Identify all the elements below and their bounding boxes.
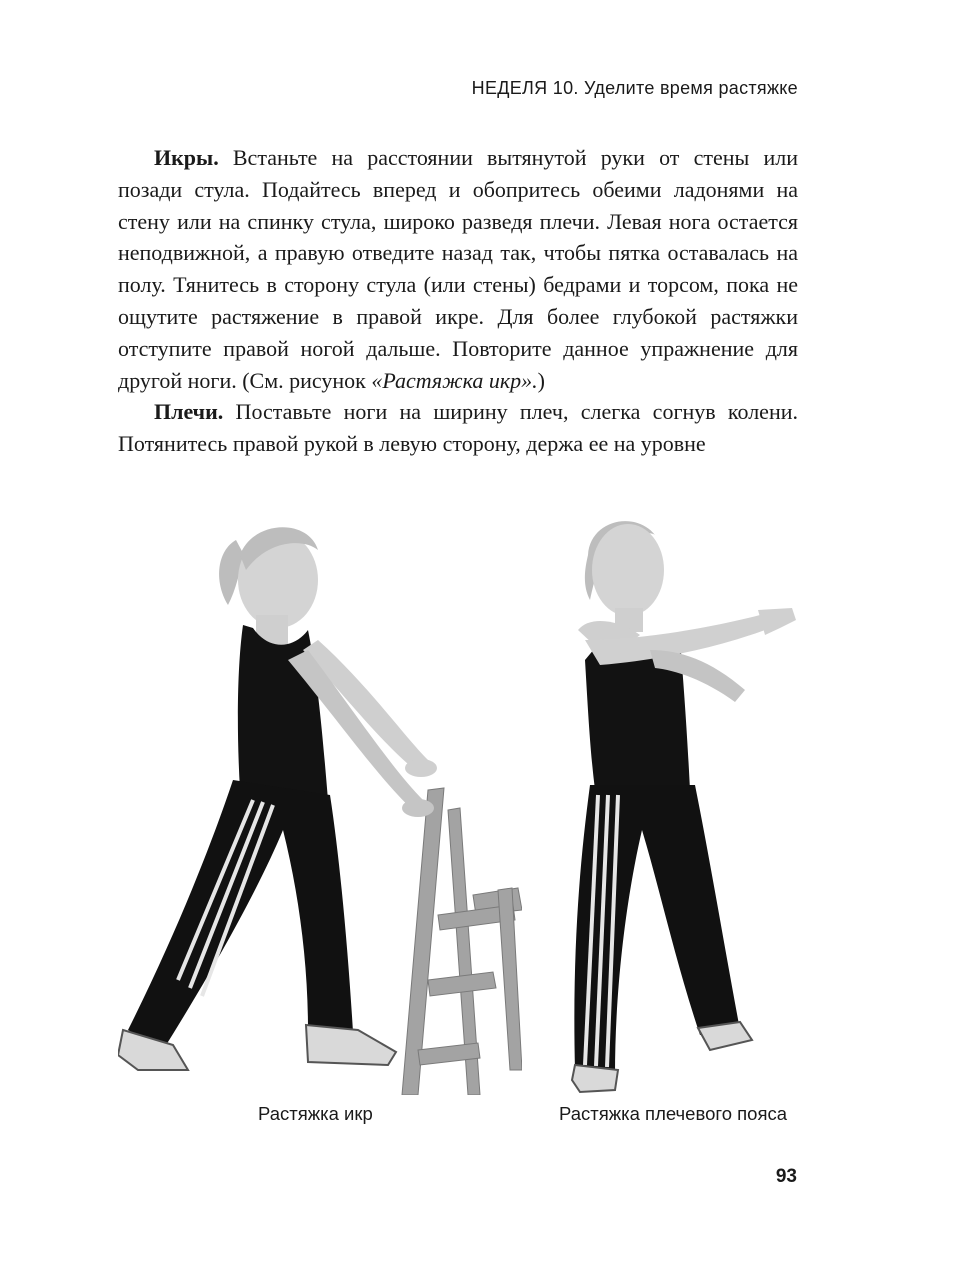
paragraph-term: Плечи. [154,399,224,425]
calf-stretch-photo [118,510,522,1095]
woman-figure-icon [572,521,796,1092]
figure-caption-calf: Растяжка икр [258,1103,373,1124]
paragraph-term: Икры. [154,145,219,170]
paragraph-text-end: ) [537,367,545,393]
figure-calf-stretch [118,510,522,1095]
page-number: 93 [775,1166,797,1187]
paragraph-text: Встаньте на расстоянии вытянутой руки от стены или позади стула. Подайтесь вперед и обопритесь обеими ладонями на стену или на спинку стула, широко разведя плечи. Левая нога остается неподвижной, а правую отведите назад так, чтобы пятка оставалась на полу. Тянитесь в сторону стула (или стены) бедрами и торсом, пока не ощутите растяжение в правой икре. Для более глубокой растяжки отступите правой ногой дальше. Повторите данное упражнение для другой ноги. (См. рисунок [118,145,798,393]
paragraph-text: Поставьте ноги на ширину плеч, слегка согнув колени. Потянитесь правой рукой в левую сторону, держа ее на уровне [118,399,798,457]
figure-caption-shoulder: Растяжка плечевого пояса [559,1103,788,1124]
shoulder-stretch-photo [560,510,800,1095]
paragraph-shoulders [118,396,798,460]
figure-reference: «Растяжка икр». [371,367,538,393]
figure-shoulder-stretch [560,510,800,1095]
woman-figure-icon [118,527,437,1070]
body-text [118,142,798,460]
paragraph-calves [118,142,798,396]
running-head: НЕДЕЛЯ 10. Уделите время растяжке [471,78,798,98]
chair-icon [402,788,522,1095]
